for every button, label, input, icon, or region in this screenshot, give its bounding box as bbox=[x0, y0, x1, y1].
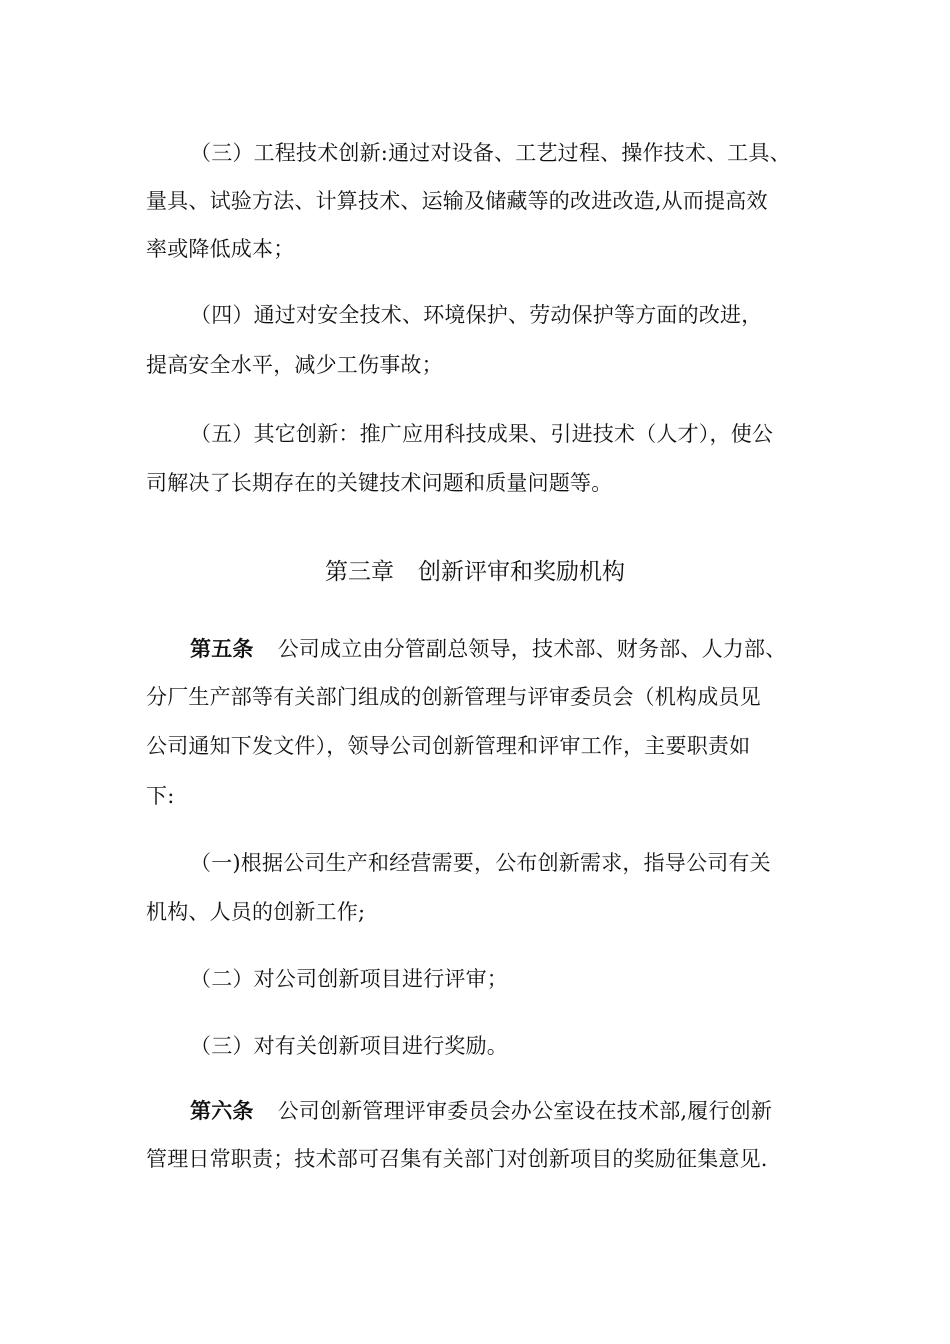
article-6-label: 第六条 bbox=[190, 1099, 254, 1123]
article-5-line bbox=[190, 634, 870, 664]
paragraph-line: 管理日常职责；技术部可召集有关部门对创新项目的奖励征集意见. bbox=[146, 1147, 768, 1171]
article-5-text: 公司成立由分管副总领导，技术部、财务部、人力部、 bbox=[277, 637, 787, 661]
paragraph-line: （四）通过对安全技术、环境保护、劳动保护等方面的改进， bbox=[190, 303, 763, 327]
chapter-number: 第三章 bbox=[325, 559, 394, 585]
paragraph-line: （五）其它创新：推广应用科技成果、引进技术（人才），使公 bbox=[190, 422, 774, 446]
chapter-heading bbox=[0, 556, 950, 588]
chapter-title: 创新评审和奖励机构 bbox=[418, 559, 625, 585]
list-item-line: （二）对公司创新项目进行评审； bbox=[190, 967, 508, 991]
article-6-text: 公司创新管理评审委员会办公室设在技术部,履行创新 bbox=[277, 1099, 773, 1123]
list-item-line: 机构、人员的创新工作; bbox=[146, 900, 366, 924]
paragraph-line: 量具、试验方法、计算技术、运输及储藏等的改进改造,从而提高效 bbox=[146, 189, 768, 213]
paragraph-line: 提高安全水平，减少工伤事故； bbox=[146, 353, 443, 377]
paragraph-line: 分厂生产部等有关部门组成的创新管理与评审委员会（机构成员见 bbox=[146, 685, 761, 709]
article-5-label: 第五条 bbox=[190, 637, 254, 661]
paragraph-line: 率或降低成本； bbox=[146, 237, 295, 261]
paragraph-line: 公司通知下发文件），领导公司创新管理和评审工作，主要职责如 bbox=[146, 734, 751, 758]
paragraph-line: 司解决了长期存在的关键技术问题和质量问题等。 bbox=[146, 471, 613, 495]
list-item-line: （一)根据公司生产和经营需要，公布创新需求，指导公司有关 bbox=[190, 851, 771, 875]
paragraph-line: （三）工程技术创新:通过对设备、工艺过程、操作技术、工具、 bbox=[190, 141, 791, 165]
paragraph-line: 下: bbox=[146, 784, 175, 808]
list-item-line: （三）对有关创新项目进行奖励。 bbox=[190, 1034, 508, 1058]
article-6-line bbox=[190, 1096, 870, 1126]
